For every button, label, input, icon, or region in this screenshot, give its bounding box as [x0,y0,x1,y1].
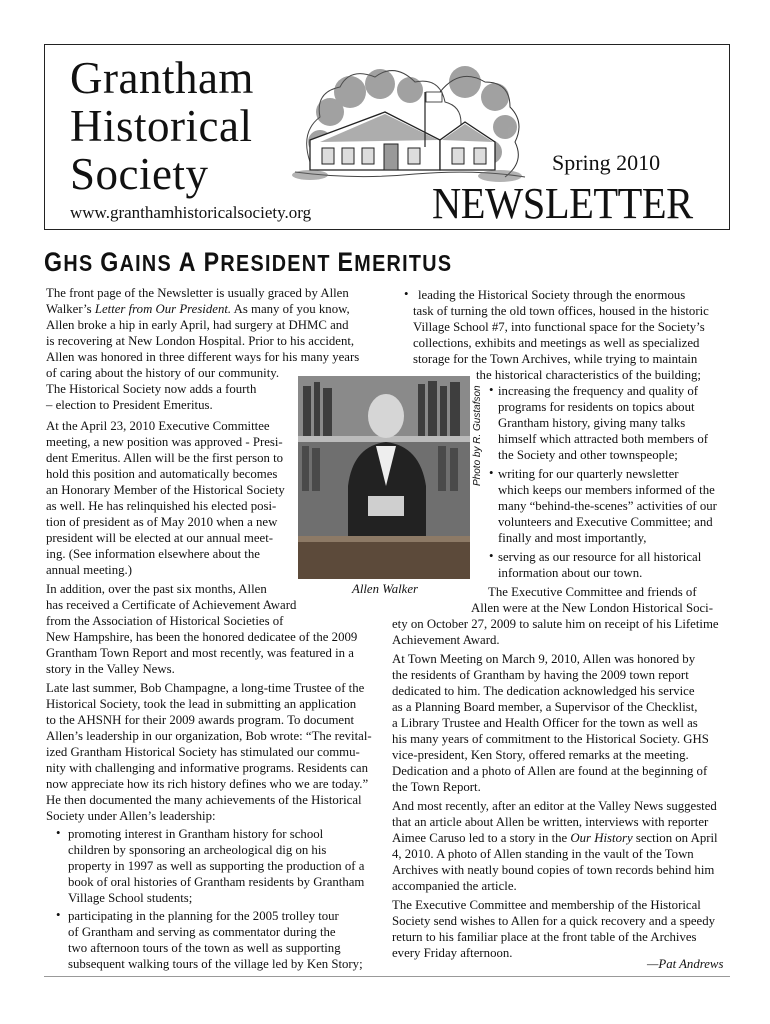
right-column-line: programs for residents on topics about [498,400,695,414]
society-name-line-2: Historical [70,101,253,151]
newsletter-title: NEWSLETTER [432,179,693,228]
bullet-icon: • [56,908,61,922]
left-column-line: He then documented the many achievements of the Historical [46,793,362,807]
right-column-line: storage for the Town Archives, while trying to maintain [413,352,698,366]
author-signature: —Pat Andrews [647,957,724,971]
left-column-line: New Hampshire, has been the honored dedicatee of the 2009 [46,630,358,644]
article-headline-text: GHS GAINS A PRESIDENT EMERITUS [44,247,453,277]
left-column-line: ing. (See information elsewhere about the [46,547,260,561]
right-column-line: finally and most importantly, [498,531,647,545]
allen-walker-photo [298,376,470,579]
issue-season: Spring 2010 [552,150,661,175]
left-column-line: Late last summer, Bob Champagne, a long-time Trustee of the [46,681,365,695]
left-column-line: The Historical Society now adds a fourth [46,382,257,396]
left-column-line: annual meeting.) [46,563,132,577]
right-column-line: the residents of Grantham by having the 2009 town report [392,668,689,682]
left-column-line: now appreciate how its rich history defines who we are today.” [46,777,369,791]
right-column-line: return to his familiar place at the front table of the Archives [392,930,697,944]
left-column-line: Village School students; [68,891,193,905]
right-column-line: his many years of commitment to the Historical Society. GHS [392,732,709,746]
left-column-line: – election to President Emeritus. [46,398,213,412]
left-column-line: The front page of the Newsletter is usually graced by Allen [46,286,349,300]
bullet-icon: • [56,826,61,840]
left-column-line: two afternoon tours of the town as well as supporting [68,941,341,955]
left-column-line: ized Grantham Historical Society has stimulated our commu- [46,745,360,759]
left-column-line: participating in the planning for the 2005 trolley tour [68,909,339,923]
left-column-line: At the April 23, 2010 Executive Committee [46,419,270,433]
left-column-line: children by sponsoring an archeological dig on his [68,843,327,857]
right-column-line: as a Planning Board member, a Supervisor of the Checklist, [392,700,698,714]
right-column-line: serving as our resource for all historical [498,550,702,564]
left-column-line: nity with challenging and informative programs. Residents can [46,761,368,775]
left-column-line: promoting interest in Grantham history for school [68,827,324,841]
bullet-icon: • [489,549,494,563]
right-column-line: the Society and other townspeople; [498,448,678,462]
left-column-line: tion of president as of May 2010 when a new [46,515,278,529]
left-column-line: dent Emeritus. Allen will be the first person to [46,451,284,465]
society-name-line-3: Society [70,149,209,199]
article-headline [44,247,452,278]
left-column-line: Society under Allen’s leadership: [46,809,216,823]
left-column-line: of caring about the history of our community. [46,366,280,380]
right-column-line: And most recently, after an editor at the Valley News suggested [392,799,717,813]
left-column-line: Allen was honored in three different ways for his many years [46,350,360,364]
right-column-line: information about our town. [498,566,643,580]
right-column-line: a Library Trustee and Health Officer for the town as well as [392,716,698,730]
left-column-line: is recovering at New London Hospital. Prior to his accident, [46,334,355,348]
footer-rule [44,976,730,977]
right-column-line: which keeps our members informed of the [498,483,715,497]
left-column-line: property in 1997 as well as supporting the production of a [68,859,365,873]
right-column-line: Achievement Award. [392,633,500,647]
right-column-line: that an article about Allen be written, interviews with reporter [392,815,709,829]
left-column-line: Allen broke a hip in early April, had surgery at DHMC and [46,318,349,332]
left-column-line: an Honorary Member of the Historical Society [46,483,285,497]
right-column-line: The Executive Committee and membership of the Historical [392,898,701,912]
right-column-line: dedicated to him. The dedication acknowledged his service [392,684,695,698]
right-column-line: many “behind-the-scenes” activities of our [498,499,717,513]
right-column-line: task of turning the old town offices, housed in the historic [413,304,709,318]
left-column-line: to the AHSNH for their 2009 awards program. To document [46,713,355,727]
left-column-line: as well. He has relinquished his elected posi- [46,499,277,513]
left-column-line: Allen’s leadership in our organization, Bob wrote: “The revital- [46,729,372,743]
right-column-line: the historical characteristics of the building; [476,368,701,382]
left-column-line: has received a Certificate of Achievement Award [46,598,297,612]
right-column-line: vice-president, Ken Story, offered remarks at the meeting. [392,748,689,762]
right-column-line: himself which attracted both members of [498,432,709,446]
right-column-line: every Friday afternoon. [392,946,513,960]
right-column-line: Society send wishes to Allen for a quick recovery and a speedy [392,914,716,928]
right-column-line: Dedication and a photo of Allen are found at the beginning of [392,764,708,778]
left-column-line: Grantham Town Report and most recently, was featured in a [46,646,354,660]
right-column-line: increasing the frequency and quality of [498,384,699,398]
right-column-line: Allen were at the New London Historical Soci- [471,601,714,615]
left-column-line: hold this position and automatically becomes [46,467,278,481]
left-column-line: Historical Society, took the lead in submitting an application [46,697,357,711]
right-column-line: Aimee Caruso led to a story in the Our History section on April [392,831,718,845]
right-column-line: leading the Historical Society through the enormous [418,288,686,302]
right-column-line: Grantham history, giving many talks [498,416,686,430]
left-column-line: story in the Valley News. [46,662,175,676]
left-column-line: In addition, over the past six months, Allen [46,582,267,596]
bullet-icon: • [404,287,409,301]
photo-caption: Allen Walker [352,582,418,596]
right-column-line: ety on October 27, 2009 to salute him on receipt of his Lifetime [392,617,719,631]
right-column-line: 4, 2010. A photo of Allen standing in the vault of the Town [392,847,694,861]
society-name-line-1: Grantham [70,53,254,103]
website-url[interactable]: www.granthamhistoricalsociety.org [70,203,312,222]
society-name [70,54,254,198]
right-column-line: The Executive Committee and friends of [488,585,697,599]
photo-credit: Photo by R. Gustafson [472,385,483,486]
left-column-line: from the Association of Historical Societies of [46,614,284,628]
right-column-line: writing for our quarterly newsletter [498,467,679,481]
right-column-line: accompanied the article. [392,879,517,893]
left-column-line: of Grantham and serving as commentator during the [68,925,336,939]
left-column-line: meeting, a new position was approved - Presi- [46,435,283,449]
left-column-line: Walker’s Letter from Our President. As many of you know, [46,302,350,316]
right-column-line: Village School #7, into functional space for the Society’s [413,320,705,334]
left-column-line: president will be elected at our annual meet- [46,531,274,545]
right-column-line: volunteers and Executive Committee; and [498,515,713,529]
right-column-line: At Town Meeting on March 9, 2010, Allen was honored by [392,652,696,666]
left-column-line: book of oral histories of Grantham residents by Grantham [68,875,365,889]
left-column-line: subsequent walking tours of the village led by Ken Story; [68,957,363,971]
right-column-line: Archives with neatly bound copies of town records behind him [392,863,715,877]
right-column-line: collections, exhibits and meetings as well as specialized [413,336,700,350]
bullet-icon: • [489,383,494,397]
right-column-line: the Town Report. [392,780,481,794]
bullet-icon: • [489,466,494,480]
